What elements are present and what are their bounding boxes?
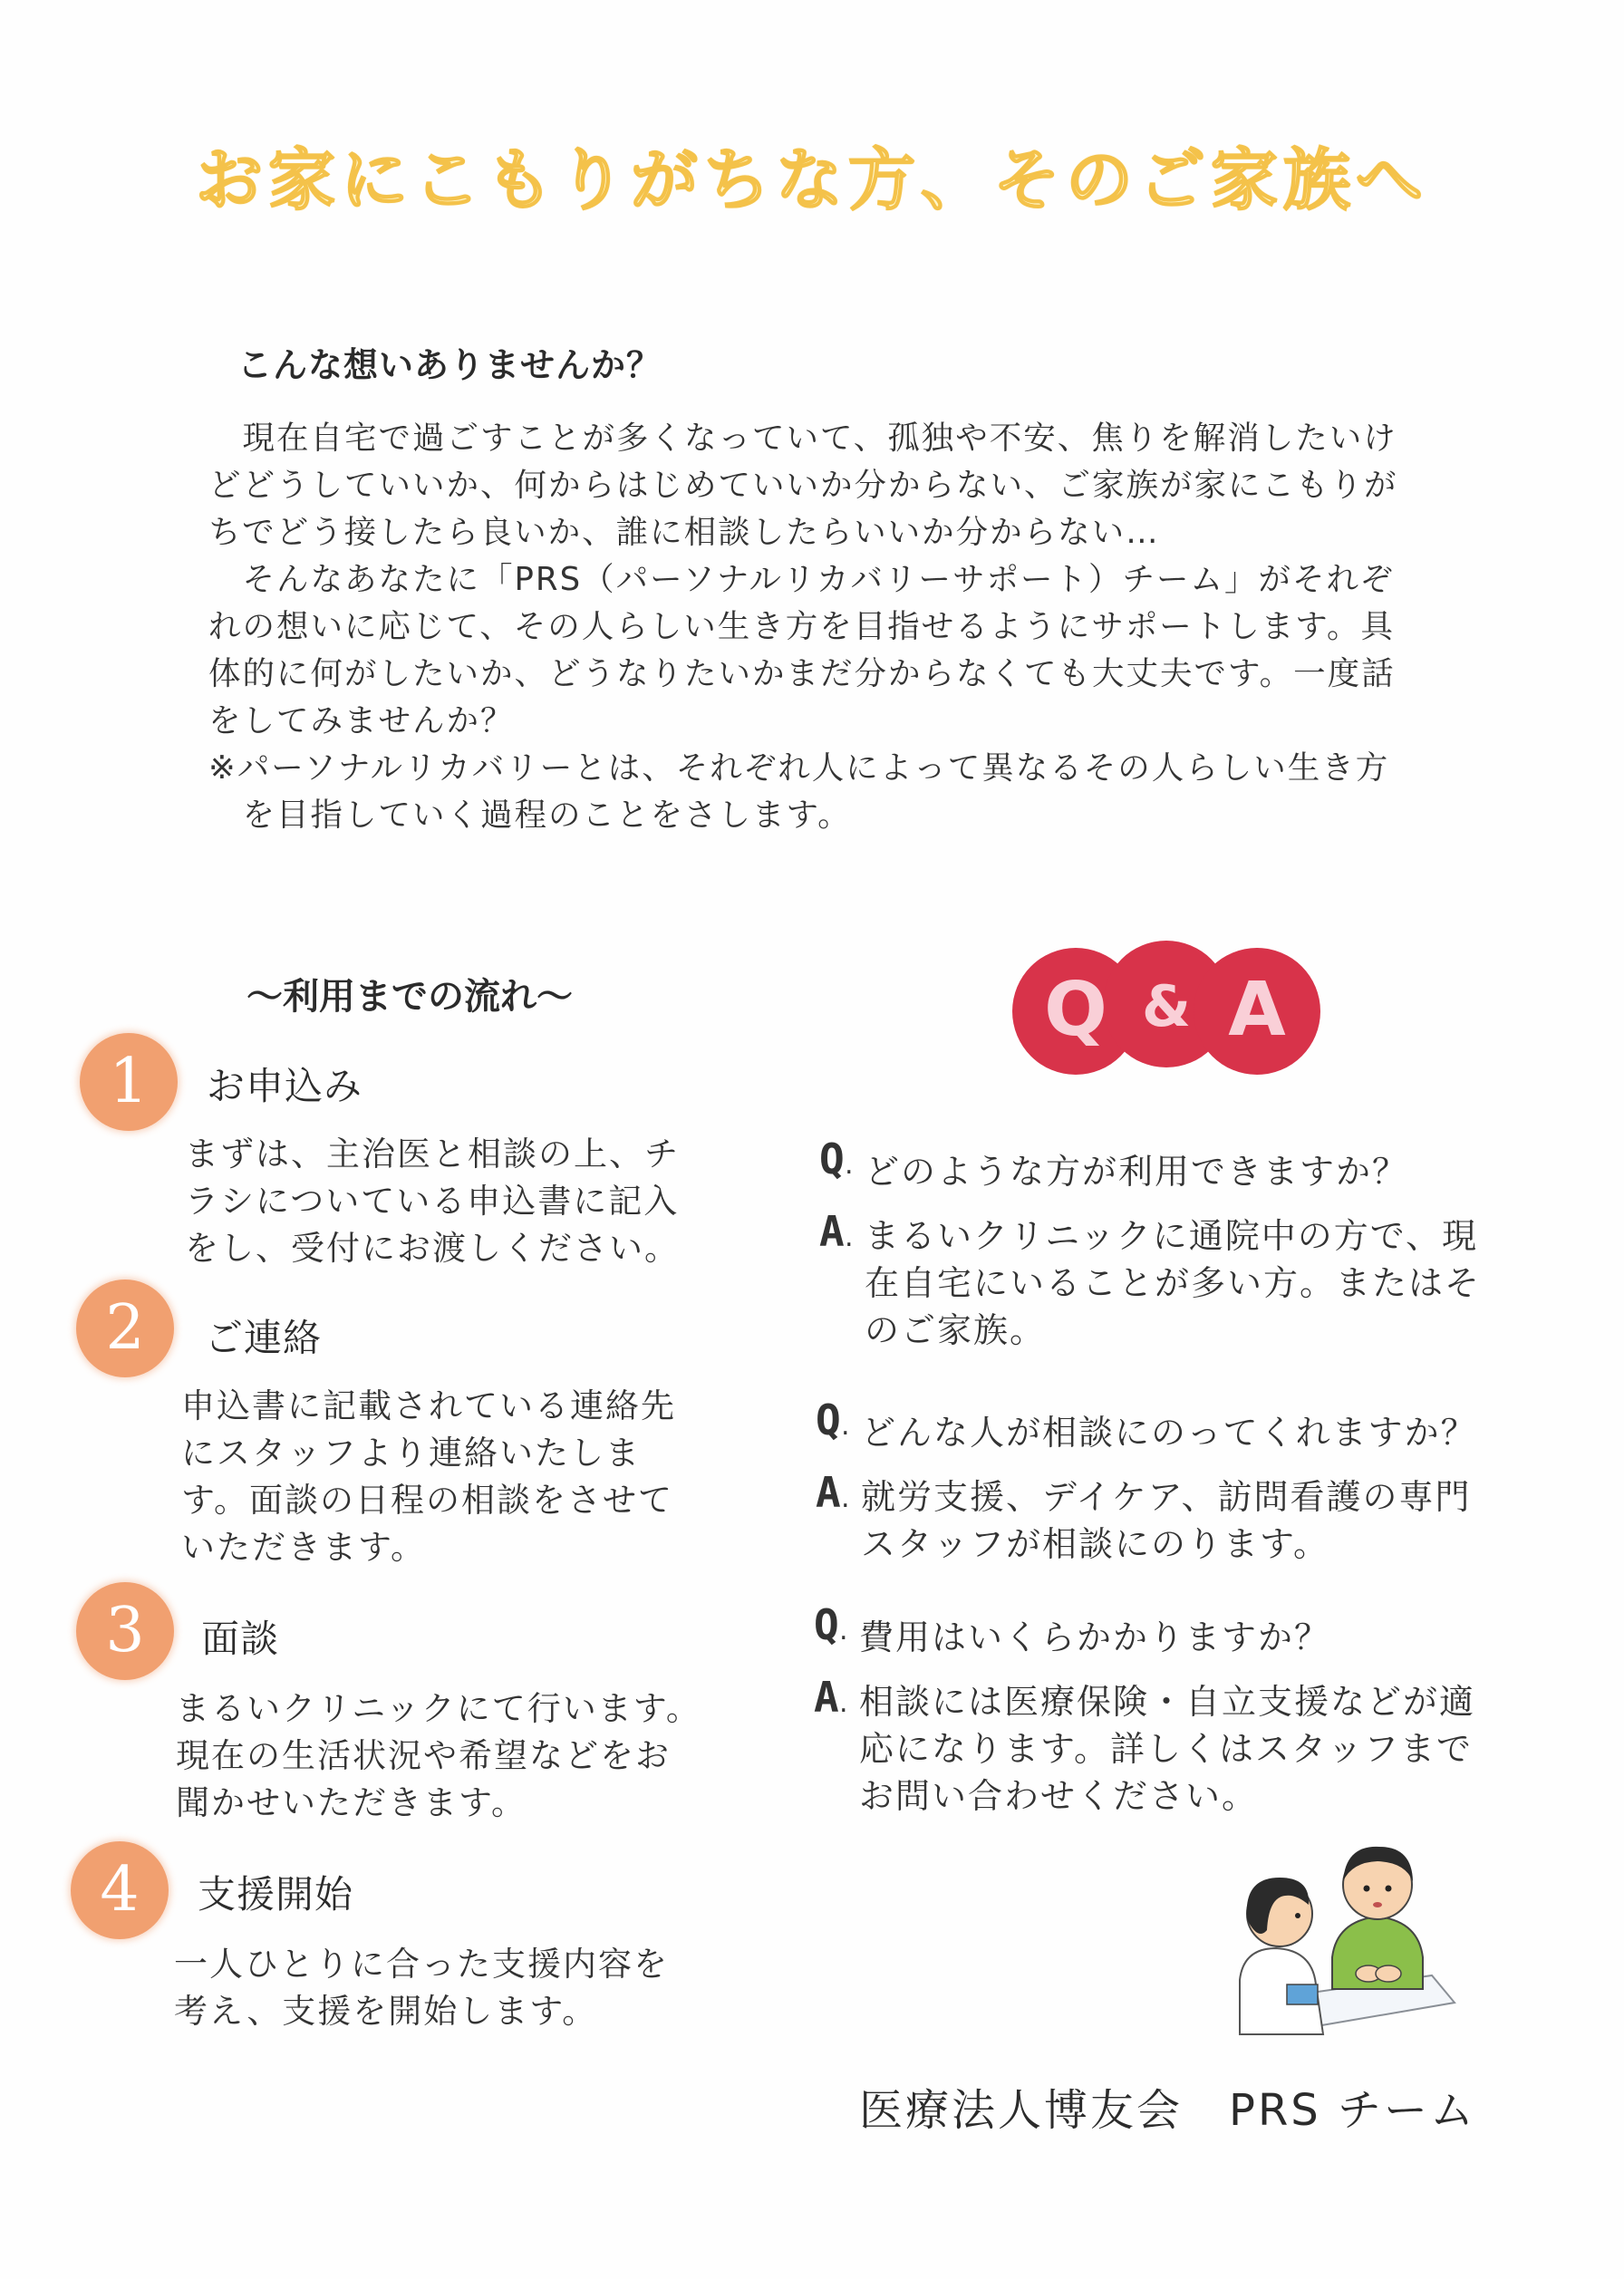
man-eye bbox=[1386, 1886, 1392, 1892]
step-title-2: ご連絡 bbox=[205, 1316, 323, 1360]
a-dot: . bbox=[845, 1222, 854, 1253]
step-title-3: 面談 bbox=[201, 1617, 280, 1661]
consultation-illustration-icon bbox=[1232, 1821, 1459, 2039]
qa-badge bbox=[1008, 941, 1325, 1077]
step-1-line: まずは、主治医と相談の上、チ bbox=[185, 1135, 680, 1173]
a-dot: . bbox=[839, 1687, 848, 1719]
step-2-line: 申込書に記載されている連絡先 bbox=[181, 1386, 676, 1425]
woman-eye bbox=[1295, 1913, 1300, 1918]
intro-line: どどうしていいか、何からはじめていいか分からない、ご家族が家にこもりが bbox=[208, 467, 1398, 504]
answer-3-line: 応になります。詳しくはスタッフまで bbox=[859, 1729, 1473, 1769]
qa-badge-ampersand: & bbox=[1141, 973, 1192, 1039]
question-2: どんな人が相談にのってくれますか？ bbox=[861, 1413, 1477, 1453]
flow-heading: ～利用までの流れ～ bbox=[246, 976, 573, 1018]
step-2-line: にスタッフより連絡いたしま bbox=[181, 1434, 641, 1473]
step-4-line: 考え、支援を開始します。 bbox=[174, 1992, 598, 2031]
answer-mark: A bbox=[816, 1468, 841, 1517]
step-number-2: 2 bbox=[76, 1280, 174, 1377]
organization-name: 医療法人博友会 PRS チーム bbox=[859, 2085, 1477, 2136]
question-mark: Q bbox=[819, 1135, 845, 1183]
step-title-4: 支援開始 bbox=[198, 1872, 354, 1917]
step-3-line: まるいクリニックにて行います。 bbox=[176, 1689, 701, 1728]
q-dot: . bbox=[845, 1149, 854, 1181]
answer-2-line: 就労支援、デイケア、訪問看護の専門 bbox=[861, 1477, 1472, 1517]
step-title-1: お申込み bbox=[207, 1064, 363, 1108]
step-number-1: 1 bbox=[80, 1033, 178, 1131]
answer-3-line: お問い合わせください。 bbox=[859, 1776, 1259, 1816]
man-mouth bbox=[1373, 1902, 1382, 1907]
answer-3-line: 相談には医療保険・自立支援などが適 bbox=[859, 1682, 1476, 1722]
answer-1-line: まるいクリニックに通院中の方で、現 bbox=[865, 1216, 1478, 1256]
answer-1-line: 在自宅にいることが多い方。またはそ bbox=[865, 1263, 1482, 1303]
intro-line: ちでどう接したら良いか、誰に相談したらいいか分からない… bbox=[208, 514, 1160, 551]
page-title: お家にこもりがちな方、そのご家族へ bbox=[196, 141, 1428, 219]
intro-line: 現在自宅で過ごすことが多くなっていて、孤独や不安、焦りを解消したいけ bbox=[208, 420, 1397, 457]
intro-note-line: ※パーソナルリカバリーとは、それぞれ人によって異なるその人らしい生き方 bbox=[208, 749, 1390, 787]
answer-1-line: のご家族。 bbox=[865, 1310, 1047, 1350]
question-mark: Q bbox=[816, 1395, 841, 1444]
step-4-line: 一人ひとりに合った支援内容を bbox=[174, 1945, 669, 1984]
woman-sleeve bbox=[1287, 1984, 1318, 2004]
intro-line: れの想いに応じて、その人らしい生き方を目指せるようにサポートします。具 bbox=[208, 608, 1395, 645]
step-number-4: 4 bbox=[71, 1841, 169, 1939]
intro-line: をしてみませんか？ bbox=[208, 702, 515, 739]
intro-line: そんなあなたに「PRS（パーソナルリカバリーサポート）チーム」がそれぞ bbox=[208, 561, 1395, 598]
a-dot: . bbox=[841, 1482, 850, 1514]
step-2-line: いただきます。 bbox=[181, 1528, 427, 1567]
man-eye bbox=[1364, 1886, 1370, 1892]
qa-badge-letter-q: Q bbox=[1044, 967, 1107, 1053]
q-dot: . bbox=[839, 1615, 848, 1646]
answer-mark: A bbox=[814, 1673, 839, 1722]
intro-heading: こんな想いありませんか？ bbox=[237, 345, 662, 385]
intro-note-line: を目指していく過程のことをさします。 bbox=[208, 797, 852, 834]
q-dot: . bbox=[841, 1410, 850, 1442]
question-mark: Q bbox=[814, 1600, 839, 1649]
question-1: どのような方が利用できますか？ bbox=[865, 1152, 1409, 1192]
step-1-line: ラシについている申込書に記入 bbox=[185, 1182, 680, 1221]
step-3-line: 聞かせいただきます。 bbox=[176, 1783, 527, 1822]
answer-2-line: スタッフが相談にのります。 bbox=[861, 1524, 1329, 1564]
intro-line: 体的に何がしたいか、どうなりたいかまだ分からなくても大丈夫です。一度話 bbox=[208, 655, 1396, 692]
step-2-line: す。面談の日程の相談をさせて bbox=[181, 1481, 674, 1520]
step-3-line: 現在の生活状況や希望などをお bbox=[176, 1736, 671, 1775]
step-number-3: 3 bbox=[76, 1582, 174, 1680]
answer-mark: A bbox=[819, 1207, 845, 1256]
qa-badge-letter-a: A bbox=[1228, 967, 1286, 1053]
question-3: 費用はいくらかかりますか？ bbox=[859, 1618, 1331, 1657]
step-1-line: をし、受付にお渡しください。 bbox=[185, 1229, 680, 1268]
man-hand bbox=[1376, 1965, 1401, 1982]
